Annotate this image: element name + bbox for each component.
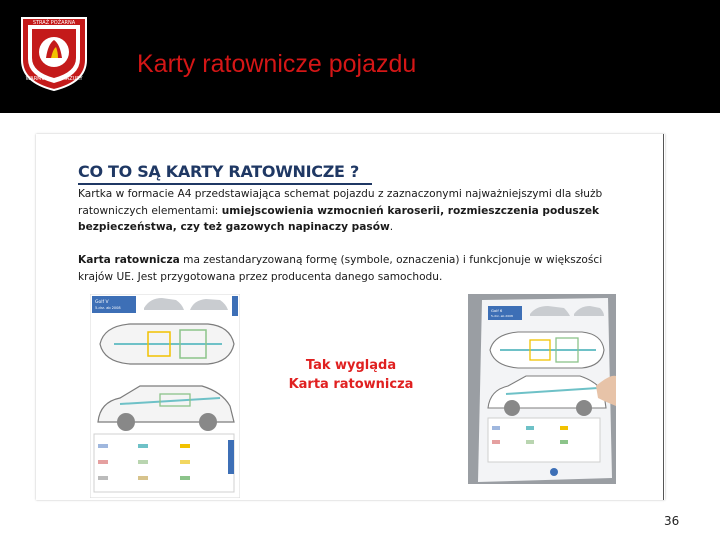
logo-text-right: MAZURY (61, 76, 83, 82)
slide-image (36, 134, 665, 500)
slide-heading: CO TO SĄ KARTY RATOWNICZE ? (78, 162, 359, 181)
fire-brigade-crest-icon (18, 14, 90, 92)
rescue-card-photo (468, 294, 616, 484)
paragraph2-bold: Karta ratownicza (78, 254, 180, 266)
card-left-model: Golf V (95, 300, 109, 305)
paragraph1-lead: Kartka w formacie A4 przedstawiająca schemat pojazdu z zaznaczonymi najważniejszymi dla służb ratowniczych elementami: (78, 188, 603, 217)
header-bar (0, 0, 720, 113)
heading-underline (78, 183, 372, 185)
caption-line-2: Karta ratownicza (288, 377, 414, 392)
paragraph-standard (78, 252, 618, 285)
caption-line-1: Tak wygląda (305, 358, 397, 373)
paragraph2-tail: ma zestandaryzowaną formę (symbole, oznaczenia) i funkcjonuje w większości krajów UE. Jest przygotowana przez producenta danego samochodu. (78, 254, 603, 283)
logo-text-left: WARMIA (25, 76, 47, 82)
page-number: 36 (664, 514, 680, 528)
card-photo-model: Golf 6 (491, 308, 503, 313)
card-left-sub: 5-drz. ab 2008 (95, 306, 121, 310)
paragraph-description (78, 186, 618, 236)
paragraph1-bold: umiejscowienia wzmocnień karoserii, rozmieszczenia poduszek bezpieczeństwa, czy też gazowych napinaczy pasów (78, 204, 600, 233)
card-photo-sub: 5-drz. ab 2008 (491, 314, 513, 318)
rescue-card-caption (276, 356, 426, 394)
rescue-card-illustration (90, 294, 240, 498)
slide-right-border (663, 134, 664, 500)
paragraph1-tail: . (389, 221, 394, 233)
logo-text-top: STRAŻ POŻARNA (32, 20, 76, 26)
page-title: Karty ratownicze pojazdu (137, 50, 417, 78)
